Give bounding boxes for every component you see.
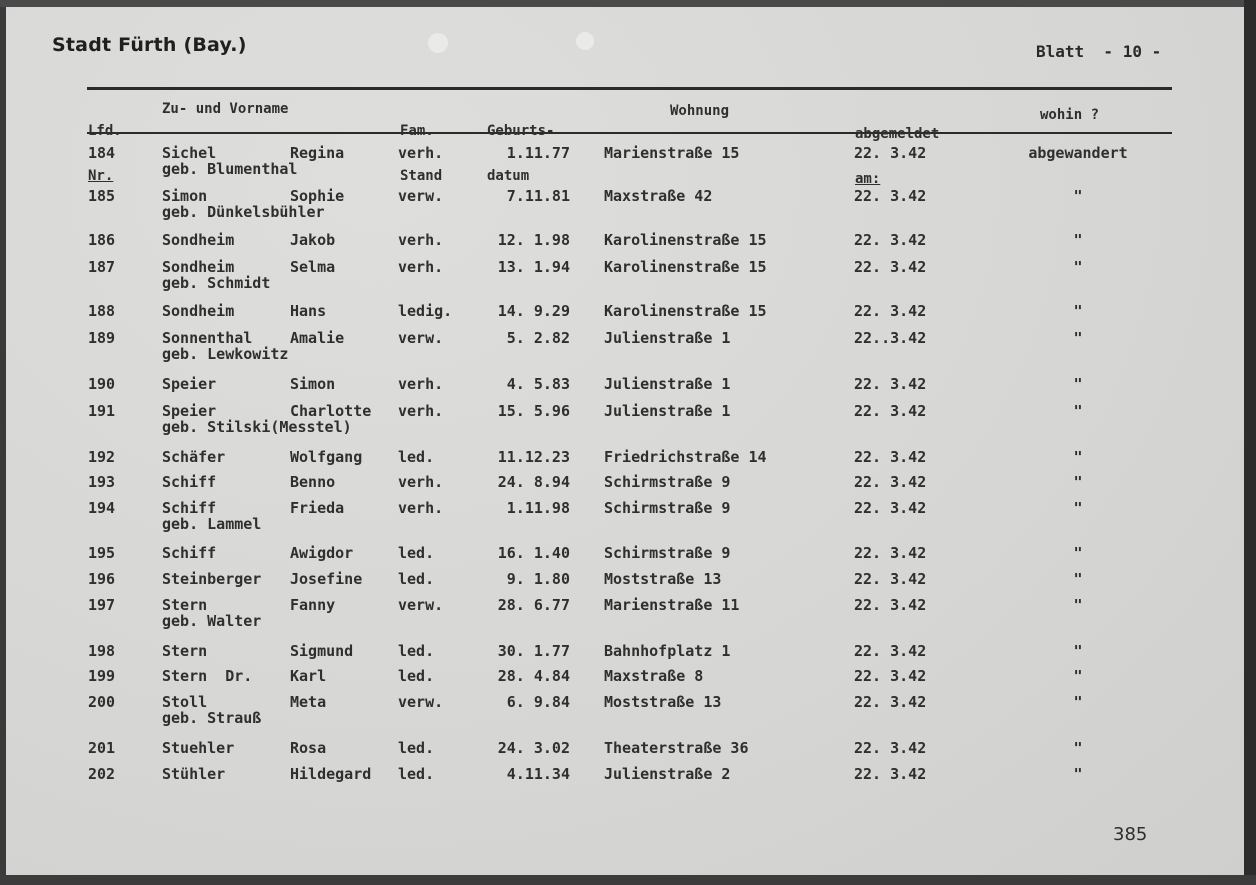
- cell-wohin: ": [1073, 596, 1083, 614]
- cell-stand: verh.: [398, 375, 444, 393]
- cell-abgemeldet: 22. 3.42: [854, 402, 927, 420]
- cell-given: Simon: [290, 375, 336, 393]
- cell-stand: verh.: [398, 402, 444, 420]
- cell-geburt: 30. 1.77: [497, 642, 570, 660]
- col-header-name: Zu- und Vorname: [162, 101, 289, 117]
- cell-stand: led.: [398, 739, 435, 757]
- cell-wohnung: Julienstraße 1: [604, 402, 731, 420]
- cell-stand: verw.: [398, 187, 444, 205]
- cell-wohnung: Marienstraße 15: [604, 144, 740, 162]
- cell-geburt: 13. 1.94: [497, 258, 570, 276]
- cell-geburt: 28. 6.77: [497, 596, 570, 614]
- cell-wohin: ": [1073, 693, 1083, 711]
- cell-nr: 193: [88, 473, 116, 491]
- cell-surname: Sondheim: [162, 302, 235, 320]
- paper-blemish: [428, 33, 448, 53]
- cell-given: Hans: [290, 302, 327, 320]
- page-number: 385: [1113, 824, 1148, 845]
- cell-given: Hildegard: [290, 765, 372, 783]
- cell-stand: led.: [398, 765, 435, 783]
- cell-wohin: ": [1073, 667, 1083, 685]
- cell-given: Josefine: [290, 570, 363, 588]
- cell-wohnung: Julienstraße 2: [604, 765, 731, 783]
- cell-geburt: 11.12.23: [497, 448, 570, 466]
- cell-wohin: ": [1073, 187, 1083, 205]
- cell-geburt: 15. 5.96: [497, 402, 570, 420]
- cell-geburt: 24. 3.02: [497, 739, 570, 757]
- cell-birth-name: geb. Blumenthal: [162, 160, 298, 178]
- cell-surname: Stuehler: [162, 739, 235, 757]
- cell-geburt: 28. 4.84: [497, 667, 570, 685]
- cell-stand: verh.: [398, 144, 444, 162]
- cell-abgemeldet: 22. 3.42: [854, 765, 927, 783]
- cell-wohnung: Schirmstraße 9: [604, 473, 731, 491]
- cell-surname: Sondheim: [162, 231, 235, 249]
- scan-bottom-edge: [0, 875, 1256, 885]
- scan-right-edge: [1244, 0, 1256, 885]
- cell-surname: Schiff: [162, 499, 217, 517]
- cell-abgemeldet: 22. 3.42: [854, 667, 927, 685]
- cell-abgemeldet: 22. 3.42: [854, 187, 927, 205]
- cell-birth-name: geb. Strauß: [162, 709, 262, 727]
- cell-nr: 187: [88, 258, 116, 276]
- cell-surname: Schäfer: [162, 448, 226, 466]
- cell-wohin: ": [1073, 231, 1083, 249]
- cell-wohnung: Karolinenstraße 15: [604, 231, 767, 249]
- cell-geburt: 1.11.98: [506, 499, 570, 517]
- cell-stand: led.: [398, 642, 435, 660]
- cell-wohin: ": [1073, 570, 1083, 588]
- cell-nr: 199: [88, 667, 116, 685]
- cell-stand: verw.: [398, 329, 444, 347]
- cell-geburt: 1.11.77: [506, 144, 570, 162]
- cell-given: Rosa: [290, 739, 327, 757]
- cell-surname: Stern Dr.: [162, 667, 253, 685]
- cell-nr: 185: [88, 187, 116, 205]
- cell-stand: led.: [398, 667, 435, 685]
- cell-surname: Schiff: [162, 544, 217, 562]
- cell-nr: 200: [88, 693, 116, 711]
- cell-abgemeldet: 22. 3.42: [854, 693, 927, 711]
- cell-given: Regina: [290, 144, 345, 162]
- cell-stand: led.: [398, 448, 435, 466]
- cell-abgemeldet: 22. 3.42: [854, 739, 927, 757]
- cell-given: Charlotte: [290, 402, 372, 420]
- cell-surname: Stern: [162, 596, 208, 614]
- cell-surname: Steinberger: [162, 570, 262, 588]
- header-top-rule: [87, 87, 1172, 90]
- col-header-geburt-line1: Geburts-: [487, 123, 555, 139]
- cell-wohin: ": [1073, 739, 1083, 757]
- cell-wohnung: Julienstraße 1: [604, 329, 731, 347]
- cell-wohnung: Schirmstraße 9: [604, 544, 731, 562]
- cell-given: Sophie: [290, 187, 345, 205]
- cell-birth-name: geb. Lammel: [162, 515, 262, 533]
- cell-nr: 186: [88, 231, 116, 249]
- cell-abgemeldet: 22. 3.42: [854, 302, 927, 320]
- cell-nr: 201: [88, 739, 116, 757]
- cell-nr: 184: [88, 144, 116, 162]
- cell-abgemeldet: 22. 3.42: [854, 144, 927, 162]
- cell-wohin: ": [1073, 375, 1083, 393]
- cell-wohnung: Theaterstraße 36: [604, 739, 749, 757]
- cell-surname: Stoll: [162, 693, 208, 711]
- cell-given: Wolfgang: [290, 448, 363, 466]
- cell-surname: Sondheim: [162, 258, 235, 276]
- cell-surname: Stern: [162, 642, 208, 660]
- col-header-stand-line2: Stand: [400, 168, 443, 184]
- cell-abgemeldet: 22. 3.42: [854, 499, 927, 517]
- city-title: Stadt Fürth (Bay.): [52, 34, 247, 56]
- cell-stand: verh.: [398, 231, 444, 249]
- cell-birth-name: geb. Stilski(Messtel): [162, 418, 352, 436]
- cell-nr: 195: [88, 544, 116, 562]
- cell-given: Fanny: [290, 596, 336, 614]
- cell-wohnung: Marienstraße 11: [604, 596, 740, 614]
- sheet-number: Blatt - 10 -: [1036, 42, 1162, 61]
- cell-stand: led.: [398, 570, 435, 588]
- cell-wohnung: Maxstraße 8: [604, 667, 704, 685]
- col-header-stand-line1: Fam.: [400, 123, 434, 139]
- cell-abgemeldet: 22. 3.42: [854, 448, 927, 466]
- cell-surname: Sonnenthal: [162, 329, 253, 347]
- cell-nr: 197: [88, 596, 116, 614]
- cell-nr: 202: [88, 765, 116, 783]
- scan-top-edge: [0, 0, 1256, 7]
- cell-abgemeldet: 22. 3.42: [854, 544, 927, 562]
- cell-geburt: 4. 5.83: [506, 375, 570, 393]
- cell-stand: verw.: [398, 693, 444, 711]
- cell-given: Sigmund: [290, 642, 354, 660]
- cell-wohin: ": [1073, 473, 1083, 491]
- cell-wohnung: Friedrichstraße 14: [604, 448, 767, 466]
- cell-geburt: 7.11.81: [506, 187, 570, 205]
- cell-geburt: 9. 1.80: [506, 570, 570, 588]
- cell-wohin: abgewandert: [1028, 144, 1128, 162]
- cell-abgemeldet: 22. 3.42: [854, 258, 927, 276]
- cell-wohin: ": [1073, 544, 1083, 562]
- cell-wohin: ": [1073, 302, 1083, 320]
- cell-nr: 190: [88, 375, 116, 393]
- cell-nr: 191: [88, 402, 116, 420]
- cell-given: Jakob: [290, 231, 336, 249]
- cell-surname: Sichel: [162, 144, 217, 162]
- cell-given: Benno: [290, 473, 336, 491]
- cell-stand: verh.: [398, 473, 444, 491]
- cell-wohnung: Julienstraße 1: [604, 375, 731, 393]
- cell-wohin: ": [1073, 402, 1083, 420]
- cell-stand: led.: [398, 544, 435, 562]
- col-header-abgemeldet-line1: abgemeldet: [855, 126, 940, 142]
- cell-nr: 189: [88, 329, 116, 347]
- cell-nr: 198: [88, 642, 116, 660]
- cell-abgemeldet: 22. 3.42: [854, 473, 927, 491]
- col-header-wohnung: Wohnung: [670, 103, 730, 119]
- paper-blemish: [576, 32, 594, 50]
- cell-nr: 188: [88, 302, 116, 320]
- cell-wohin: ": [1073, 765, 1083, 783]
- cell-geburt: 16. 1.40: [497, 544, 570, 562]
- cell-abgemeldet: 22. 3.42: [854, 642, 927, 660]
- header-bottom-rule: [87, 132, 1172, 134]
- cell-abgemeldet: 22. 3.42: [854, 596, 927, 614]
- cell-wohin: ": [1073, 642, 1083, 660]
- cell-wohin: ": [1073, 448, 1083, 466]
- cell-surname: Schiff: [162, 473, 217, 491]
- cell-wohnung: Maxstraße 42: [604, 187, 713, 205]
- cell-stand: verh.: [398, 499, 444, 517]
- cell-surname: Speier: [162, 375, 217, 393]
- cell-birth-name: geb. Dünkelsbühler: [162, 203, 325, 221]
- cell-geburt: 12. 1.98: [497, 231, 570, 249]
- cell-given: Awigdor: [290, 544, 354, 562]
- cell-stand: ledig.: [398, 302, 453, 320]
- cell-geburt: 24. 8.94: [497, 473, 570, 491]
- cell-birth-name: geb. Walter: [162, 612, 262, 630]
- cell-given: Frieda: [290, 499, 345, 517]
- cell-abgemeldet: 22. 3.42: [854, 375, 927, 393]
- cell-wohin: ": [1073, 258, 1083, 276]
- cell-birth-name: geb. Lewkowitz: [162, 345, 289, 363]
- cell-stand: verh.: [398, 258, 444, 276]
- cell-surname: Simon: [162, 187, 208, 205]
- cell-geburt: 14. 9.29: [497, 302, 570, 320]
- col-header-nr-line1: Lfd.: [88, 123, 122, 139]
- cell-wohnung: Schirmstraße 9: [604, 499, 731, 517]
- col-header-geburt-line2: datum: [487, 168, 530, 184]
- cell-given: Karl: [290, 667, 327, 685]
- cell-nr: 192: [88, 448, 116, 466]
- cell-wohin: ": [1073, 499, 1083, 517]
- cell-wohnung: Bahnhofplatz 1: [604, 642, 731, 660]
- cell-geburt: 6. 9.84: [506, 693, 570, 711]
- cell-birth-name: geb. Schmidt: [162, 274, 271, 292]
- cell-nr: 194: [88, 499, 116, 517]
- cell-geburt: 5. 2.82: [506, 329, 570, 347]
- col-header-nr-line2: Nr.: [88, 168, 114, 184]
- cell-wohin: ": [1073, 329, 1083, 347]
- cell-surname: Speier: [162, 402, 217, 420]
- cell-abgemeldet: 22..3.42: [854, 329, 927, 347]
- cell-wohnung: Moststraße 13: [604, 570, 722, 588]
- cell-nr: 196: [88, 570, 116, 588]
- cell-given: Amalie: [290, 329, 345, 347]
- col-header-wohin: wohin ?: [1040, 107, 1100, 123]
- col-header-abgemeldet-line2: am:: [855, 171, 881, 187]
- cell-surname: Stühler: [162, 765, 226, 783]
- cell-wohnung: Moststraße 13: [604, 693, 722, 711]
- cell-abgemeldet: 22. 3.42: [854, 570, 927, 588]
- cell-wohnung: Karolinenstraße 15: [604, 258, 767, 276]
- cell-given: Meta: [290, 693, 327, 711]
- cell-abgemeldet: 22. 3.42: [854, 231, 927, 249]
- cell-wohnung: Karolinenstraße 15: [604, 302, 767, 320]
- cell-given: Selma: [290, 258, 336, 276]
- cell-geburt: 4.11.34: [506, 765, 570, 783]
- cell-stand: verw.: [398, 596, 444, 614]
